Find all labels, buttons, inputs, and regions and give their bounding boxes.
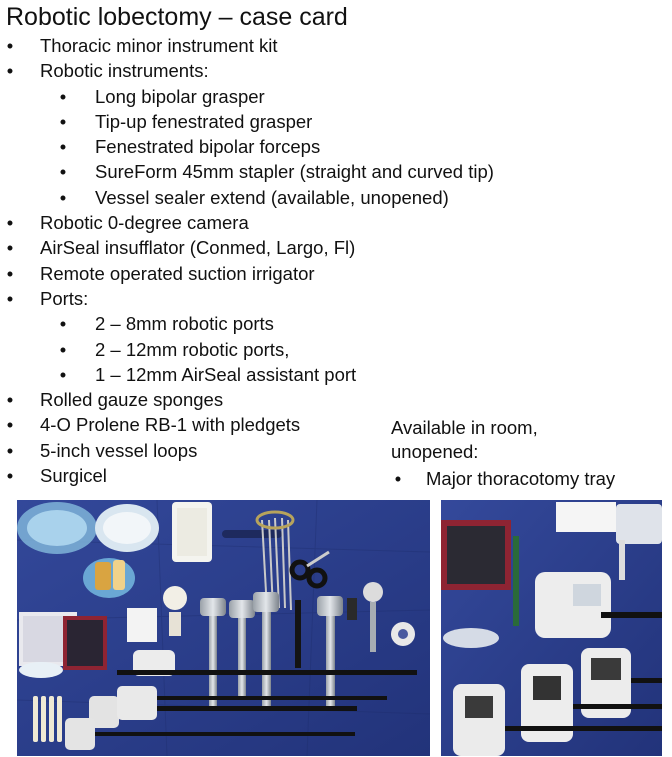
list-item-text: Robotic instruments: [40, 60, 209, 82]
available-item-label: Major thoracotomy tray [426, 468, 616, 489]
list-item-text: Surgicel [40, 465, 107, 487]
bullet: • [394, 468, 402, 489]
list-item-text: Fenestrated bipolar forceps [95, 136, 321, 158]
list-item-text: Ports: [40, 287, 89, 309]
list-item-text: 4-O Prolene RB-1 with pledgets [40, 414, 301, 436]
list-item-text: 1 – 12mm AirSeal assistant port [95, 363, 357, 385]
list-item-text: 5-inch vessel loops [40, 439, 198, 461]
bullet: • [59, 186, 67, 208]
instrument-table-photo [17, 500, 430, 756]
bullet: • [6, 262, 14, 284]
list-item-text: Remote operated suction irrigator [40, 262, 315, 284]
available-in-room-note [391, 416, 538, 464]
bullet: • [59, 313, 67, 335]
list-item-text: AirSeal insufflator (Conmed, Largo, Fl) [40, 237, 356, 259]
list-item-text: 2 – 8mm robotic ports [95, 313, 274, 335]
bullet: • [6, 237, 14, 259]
bullet: • [59, 161, 67, 183]
bullet: • [59, 338, 67, 360]
page-title: Robotic lobectomy – case card [6, 3, 348, 31]
list-item-text: Thoracic minor instrument kit [40, 35, 278, 56]
bullet: • [6, 439, 14, 461]
list-item-text: Tip-up fenestrated grasper [95, 110, 313, 132]
available-subheading: unopened: [391, 441, 479, 462]
available-heading: Available in room, [391, 417, 538, 438]
list-item-text: Robotic 0-degree camera [40, 212, 249, 234]
list-item-text: 2 – 12mm robotic ports, [95, 338, 290, 360]
list-item-text: Long bipolar grasper [95, 85, 265, 107]
bullet: • [6, 287, 14, 309]
bullet: • [6, 60, 14, 82]
list-item-text: Vessel sealer extend (available, unopened) [95, 186, 449, 208]
bullet: • [59, 85, 67, 107]
list-item-text: Rolled gauze sponges [40, 389, 224, 411]
bullet: • [6, 465, 14, 487]
bullet: • [6, 212, 14, 234]
bullet: • [59, 363, 67, 385]
stapler-instruments-photo [441, 500, 662, 756]
bullet: • [6, 389, 14, 411]
bullet: • [6, 35, 14, 56]
list-item-text: SureForm 45mm stapler (straight and curved tip) [95, 161, 494, 183]
bullet: • [6, 414, 14, 436]
bullet: • [59, 136, 67, 158]
bullet: • [59, 110, 67, 132]
